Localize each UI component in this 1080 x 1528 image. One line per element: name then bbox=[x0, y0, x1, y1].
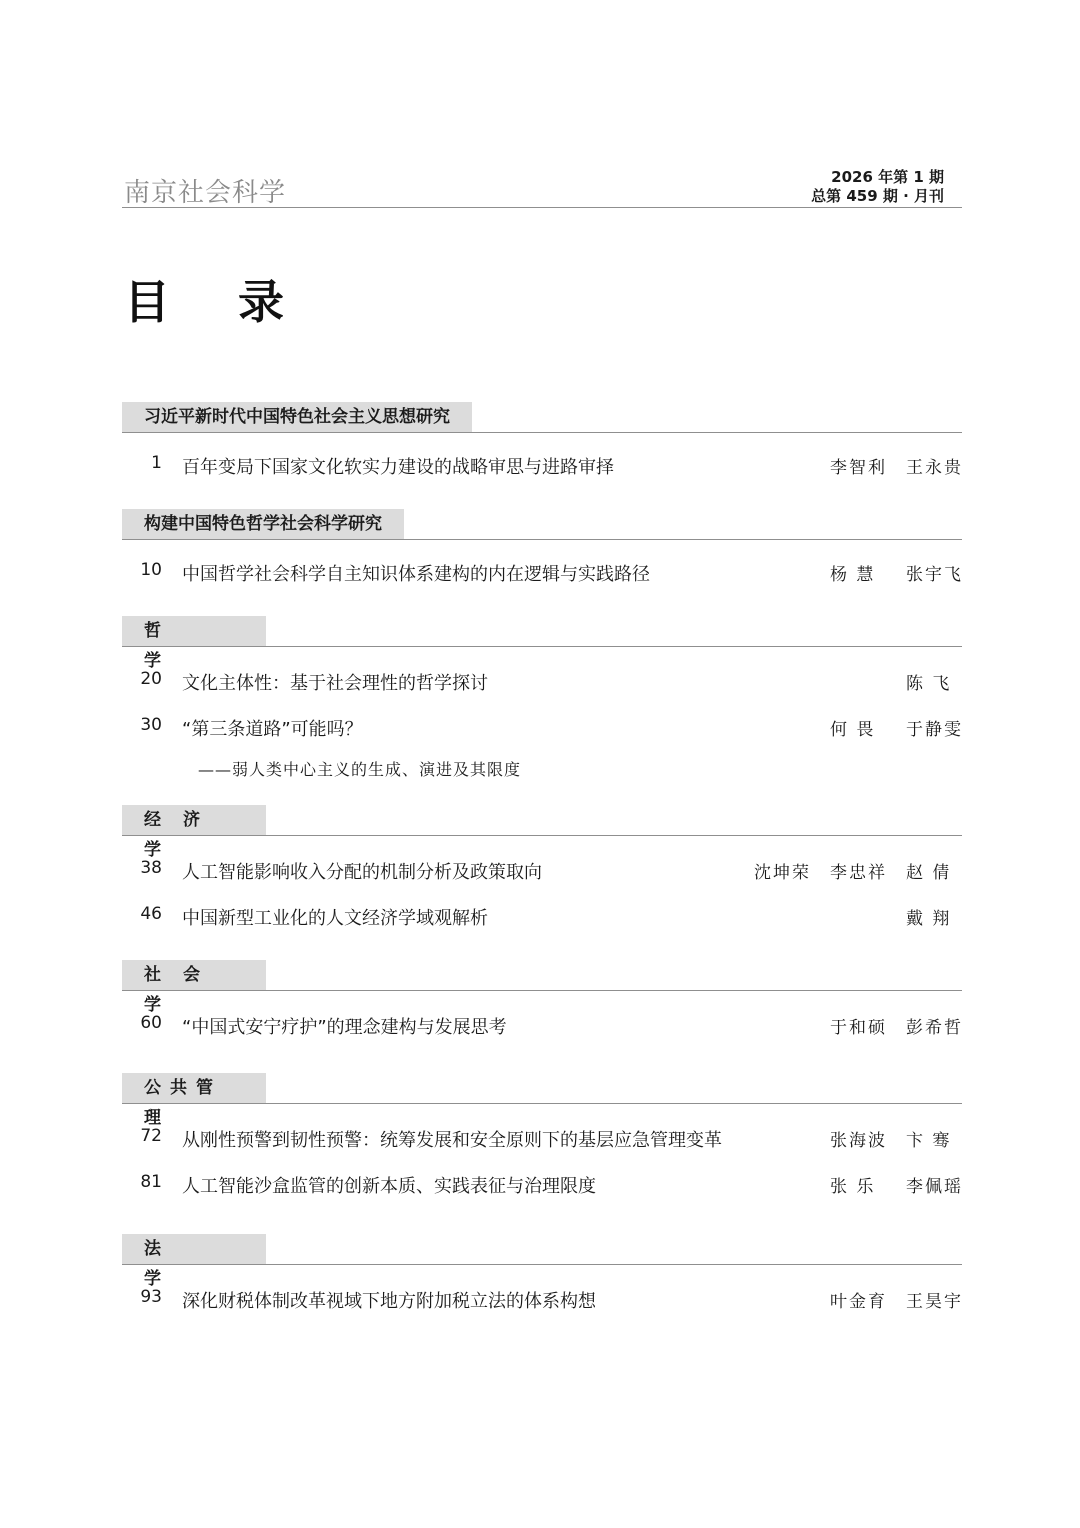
entry-authors bbox=[810, 560, 962, 585]
issue-number: 2026 年第 1 期 bbox=[831, 168, 944, 186]
entry-page: 81 bbox=[140, 1172, 162, 1192]
entry-authors bbox=[810, 715, 962, 740]
toc-entry[interactable] bbox=[122, 846, 962, 892]
entry-title[interactable]: 百年变局下国家文化软实力建设的战略审思与进路审择 bbox=[182, 457, 614, 478]
toc-title: 目 录 bbox=[124, 275, 311, 329]
entry-page: 20 bbox=[140, 669, 162, 689]
entry-page: 10 bbox=[140, 560, 162, 580]
entry-author: 李佩瑶 bbox=[906, 1177, 963, 1197]
entry-author: 李忠祥 bbox=[830, 863, 887, 883]
entry-title[interactable]: 人工智能沙盒监管的创新本质、实践表征与治理限度 bbox=[182, 1176, 596, 1197]
toc-section bbox=[122, 402, 962, 487]
section-heading: 法学 bbox=[122, 1234, 266, 1264]
entry-title[interactable]: “第三条道路”可能吗？ bbox=[182, 719, 363, 740]
toc-section bbox=[122, 805, 962, 938]
toc-entry[interactable] bbox=[122, 548, 962, 594]
entry-author: 李智利 bbox=[830, 458, 887, 478]
entry-page: 60 bbox=[140, 1013, 162, 1033]
entry-authors bbox=[886, 669, 962, 694]
entry-title[interactable]: “中国式安宁疗护”的理念建构与发展思考 bbox=[182, 1017, 507, 1038]
toc-entry[interactable] bbox=[122, 1001, 962, 1047]
entry-page: 93 bbox=[140, 1287, 162, 1307]
section-header bbox=[122, 1073, 962, 1128]
toc-entry[interactable] bbox=[122, 703, 962, 749]
entry-authors bbox=[810, 453, 962, 478]
section-heading: 哲学 bbox=[122, 616, 266, 646]
entry-authors bbox=[810, 1287, 962, 1312]
toc-entry[interactable] bbox=[122, 657, 962, 703]
entry-title[interactable]: 文化主体性：基于社会理性的哲学探讨 bbox=[182, 673, 488, 694]
entry-author: 王永贵 bbox=[906, 458, 963, 478]
entry-subtitle-row bbox=[122, 749, 962, 793]
entry-authors bbox=[734, 858, 962, 883]
toc-entry[interactable] bbox=[122, 1160, 962, 1206]
entry-author: 张 乐 bbox=[830, 1177, 876, 1197]
toc-entry[interactable] bbox=[122, 1114, 962, 1160]
toc-entry[interactable] bbox=[122, 1275, 962, 1321]
section-heading: 公共管理 bbox=[122, 1073, 266, 1103]
toc-section bbox=[122, 509, 962, 594]
entry-author: 陈 飞 bbox=[906, 674, 952, 694]
entry-page: 1 bbox=[151, 453, 162, 473]
entry-page: 46 bbox=[140, 904, 162, 924]
entry-page: 72 bbox=[140, 1126, 162, 1146]
toc-section bbox=[122, 1234, 962, 1321]
entry-subtitle: ——弱人类中心主义的生成、演进及其限度 bbox=[198, 760, 522, 779]
entry-author: 赵 倩 bbox=[906, 863, 952, 883]
section-header bbox=[122, 402, 962, 433]
entry-author: 张海波 bbox=[830, 1131, 887, 1151]
entry-page: 38 bbox=[140, 858, 162, 878]
section-heading: 构建中国特色哲学社会科学研究 bbox=[122, 509, 404, 539]
entry-author: 杨 慧 bbox=[830, 565, 876, 585]
entry-author: 沈坤荣 bbox=[754, 863, 811, 883]
section-header bbox=[122, 960, 962, 1015]
toc-sections bbox=[122, 402, 962, 1321]
header-rule bbox=[122, 207, 962, 208]
entry-author: 张宇飞 bbox=[906, 565, 963, 585]
section-header bbox=[122, 509, 962, 540]
entry-authors bbox=[810, 1126, 962, 1151]
entry-author: 于静雯 bbox=[906, 720, 963, 740]
section-header bbox=[122, 616, 962, 671]
entry-author: 彭希哲 bbox=[906, 1018, 963, 1038]
toc-section bbox=[122, 616, 962, 793]
entry-title[interactable]: 从刚性预警到韧性预警：统筹发展和安全原则下的基层应急管理变革 bbox=[182, 1130, 722, 1151]
entry-title[interactable]: 中国哲学社会科学自主知识体系建构的内在逻辑与实践路径 bbox=[182, 564, 650, 585]
entry-title[interactable]: 深化财税体制改革视域下地方附加税立法的体系构想 bbox=[182, 1291, 596, 1312]
toc-section bbox=[122, 960, 962, 1047]
entry-title[interactable]: 人工智能影响收入分配的机制分析及政策取向 bbox=[182, 862, 542, 883]
journal-name: 南京社会科学 bbox=[124, 178, 287, 208]
section-heading: 社会学 bbox=[122, 960, 266, 990]
entry-author: 王昊宇 bbox=[906, 1292, 963, 1312]
section-header bbox=[122, 805, 962, 860]
entry-title[interactable]: 中国新型工业化的人文经济学域观解析 bbox=[182, 908, 488, 929]
issue-total: 总第 459 期 · 月刊 bbox=[811, 187, 944, 205]
entry-author: 戴 翔 bbox=[906, 909, 952, 929]
entry-page: 30 bbox=[140, 715, 162, 735]
entry-author: 叶金育 bbox=[830, 1292, 887, 1312]
section-header bbox=[122, 1234, 962, 1289]
entry-author: 卞 骞 bbox=[906, 1131, 952, 1151]
entry-author: 何 畏 bbox=[830, 720, 876, 740]
section-heading: 习近平新时代中国特色社会主义思想研究 bbox=[122, 402, 472, 432]
toc-section bbox=[122, 1073, 962, 1206]
toc-entry[interactable] bbox=[122, 892, 962, 938]
issue-info bbox=[811, 168, 944, 206]
entry-authors bbox=[886, 904, 962, 929]
entry-authors bbox=[810, 1172, 962, 1197]
entry-author: 于和硕 bbox=[830, 1018, 887, 1038]
section-heading: 经济学 bbox=[122, 805, 266, 835]
entry-authors bbox=[810, 1013, 962, 1038]
toc-entry[interactable] bbox=[122, 441, 962, 487]
